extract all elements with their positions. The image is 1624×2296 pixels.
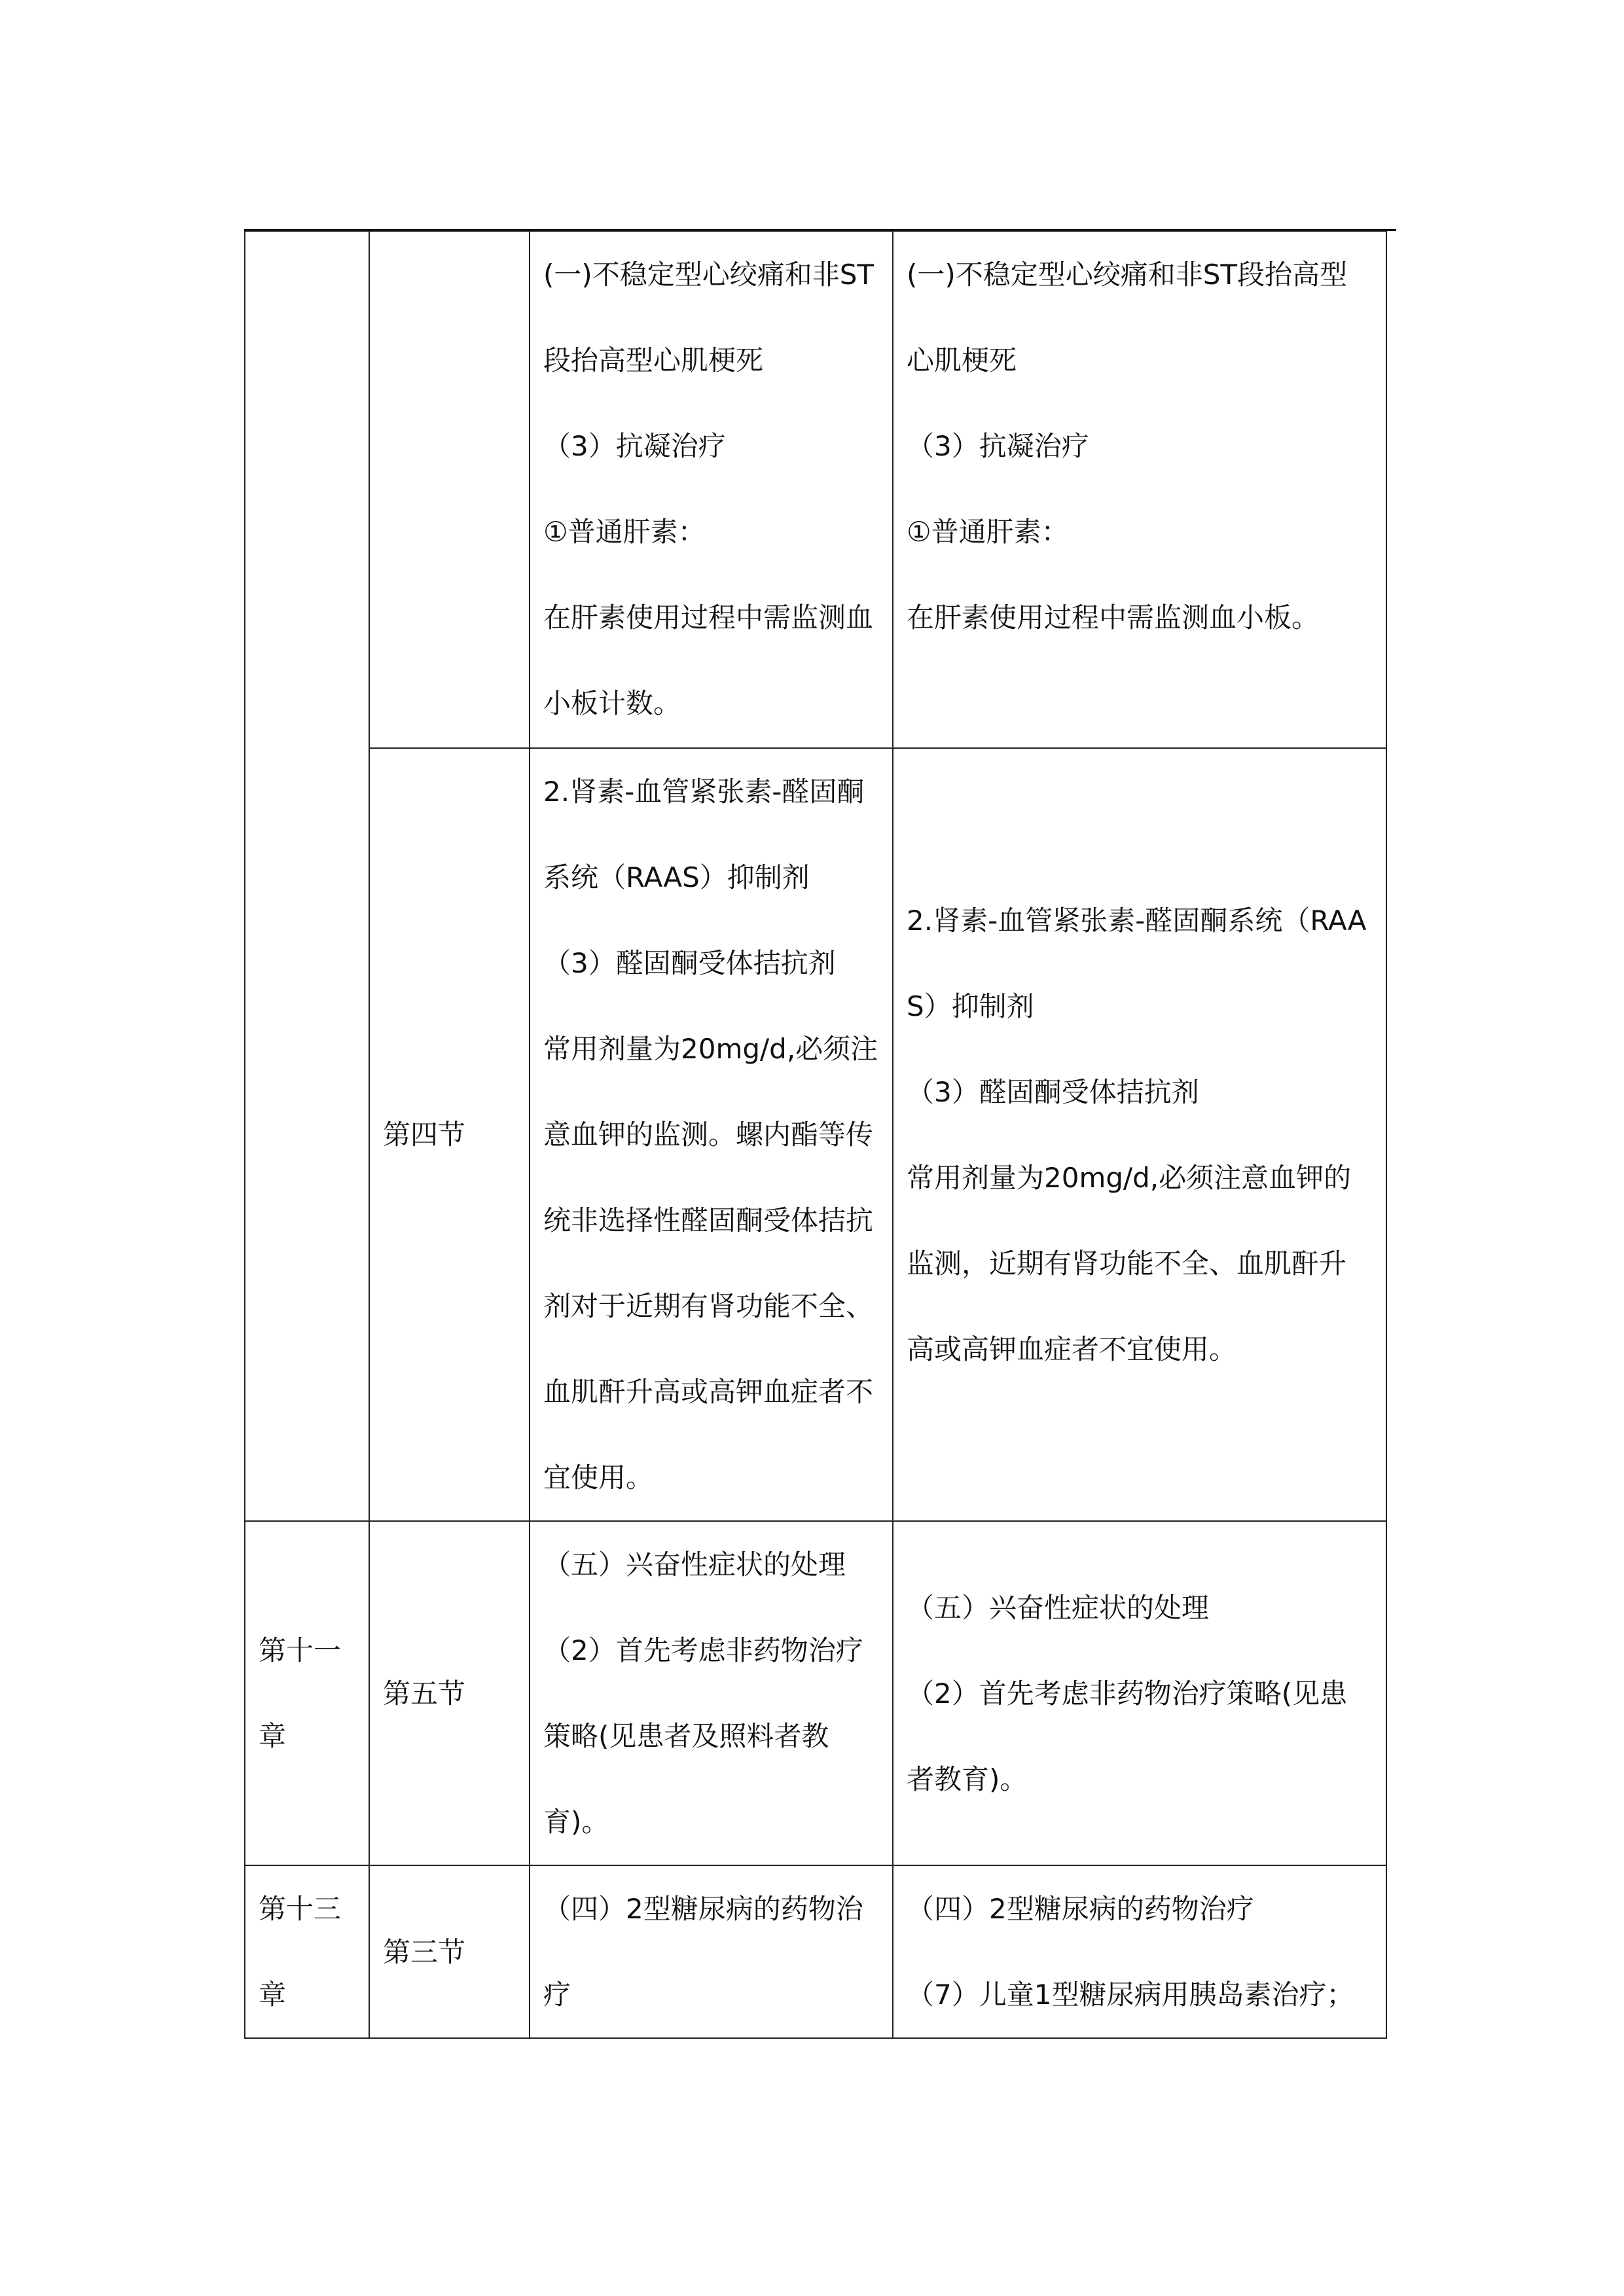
revised-text-cell: （五）兴奋性症状的处理 （2）首先考虑非药物治疗策略(见患者教育)。 [893,1521,1386,1865]
section-cell: 第三节 [369,1865,530,2038]
section-cell: 第四节 [369,748,530,1521]
table-row [245,1521,1386,1865]
revised-text-cell: 2.肾素-血管紧张素-醛固酮系统（RAAS）抑制剂 （3）醛固酮受体拮抗剂 常用剂量为20mg/d,必须注意血钾的监测，近期有肾功能不全、血肌酐升高或高钾血症者不宜使用。 [893,748,1386,1521]
section-cell: 第五节 [369,1521,530,1865]
original-text-cell: （五）兴奋性症状的处理 （2）首先考虑非药物治疗策略(见患者及照料者教育)。 [530,1521,893,1865]
erratum-table [244,230,1387,2039]
revised-text-cell: (一)不稳定型心绞痛和非ST段抬高型心肌梗死 （3）抗凝治疗 ①普通肝素： 在肝素使用过程中需监测血小板。 [893,231,1386,748]
chapter-cell: 第十一章 [245,1521,369,1865]
revised-text-cell: （四）2型糖尿病的药物治疗 （7）儿童1型糖尿病用胰岛素治疗； [893,1865,1386,2038]
original-text-cell: 2.肾素-血管紧张素-醛固酮系统（RAAS）抑制剂 （3）醛固酮受体拮抗剂 常用剂量为20mg/d,必须注意血钾的监测。螺内酯等传统非选择性醛固酮受体拮抗剂对于近期有肾功能不全、血肌酐升高或高钾血症者不宜使用。 [530,748,893,1521]
chapter-cell [245,231,369,1521]
table-row [245,1865,1386,2038]
original-text-cell: （四）2型糖尿病的药物治疗 [530,1865,893,2038]
chapter-cell: 第十三章 [245,1865,369,2038]
table-row [245,748,1386,1521]
section-cell [369,231,530,748]
original-text-cell: (一)不稳定型心绞痛和非ST段抬高型心肌梗死 （3）抗凝治疗 ①普通肝素： 在肝素使用过程中需监测血小板计数。 [530,231,893,748]
table-row [245,231,1386,748]
